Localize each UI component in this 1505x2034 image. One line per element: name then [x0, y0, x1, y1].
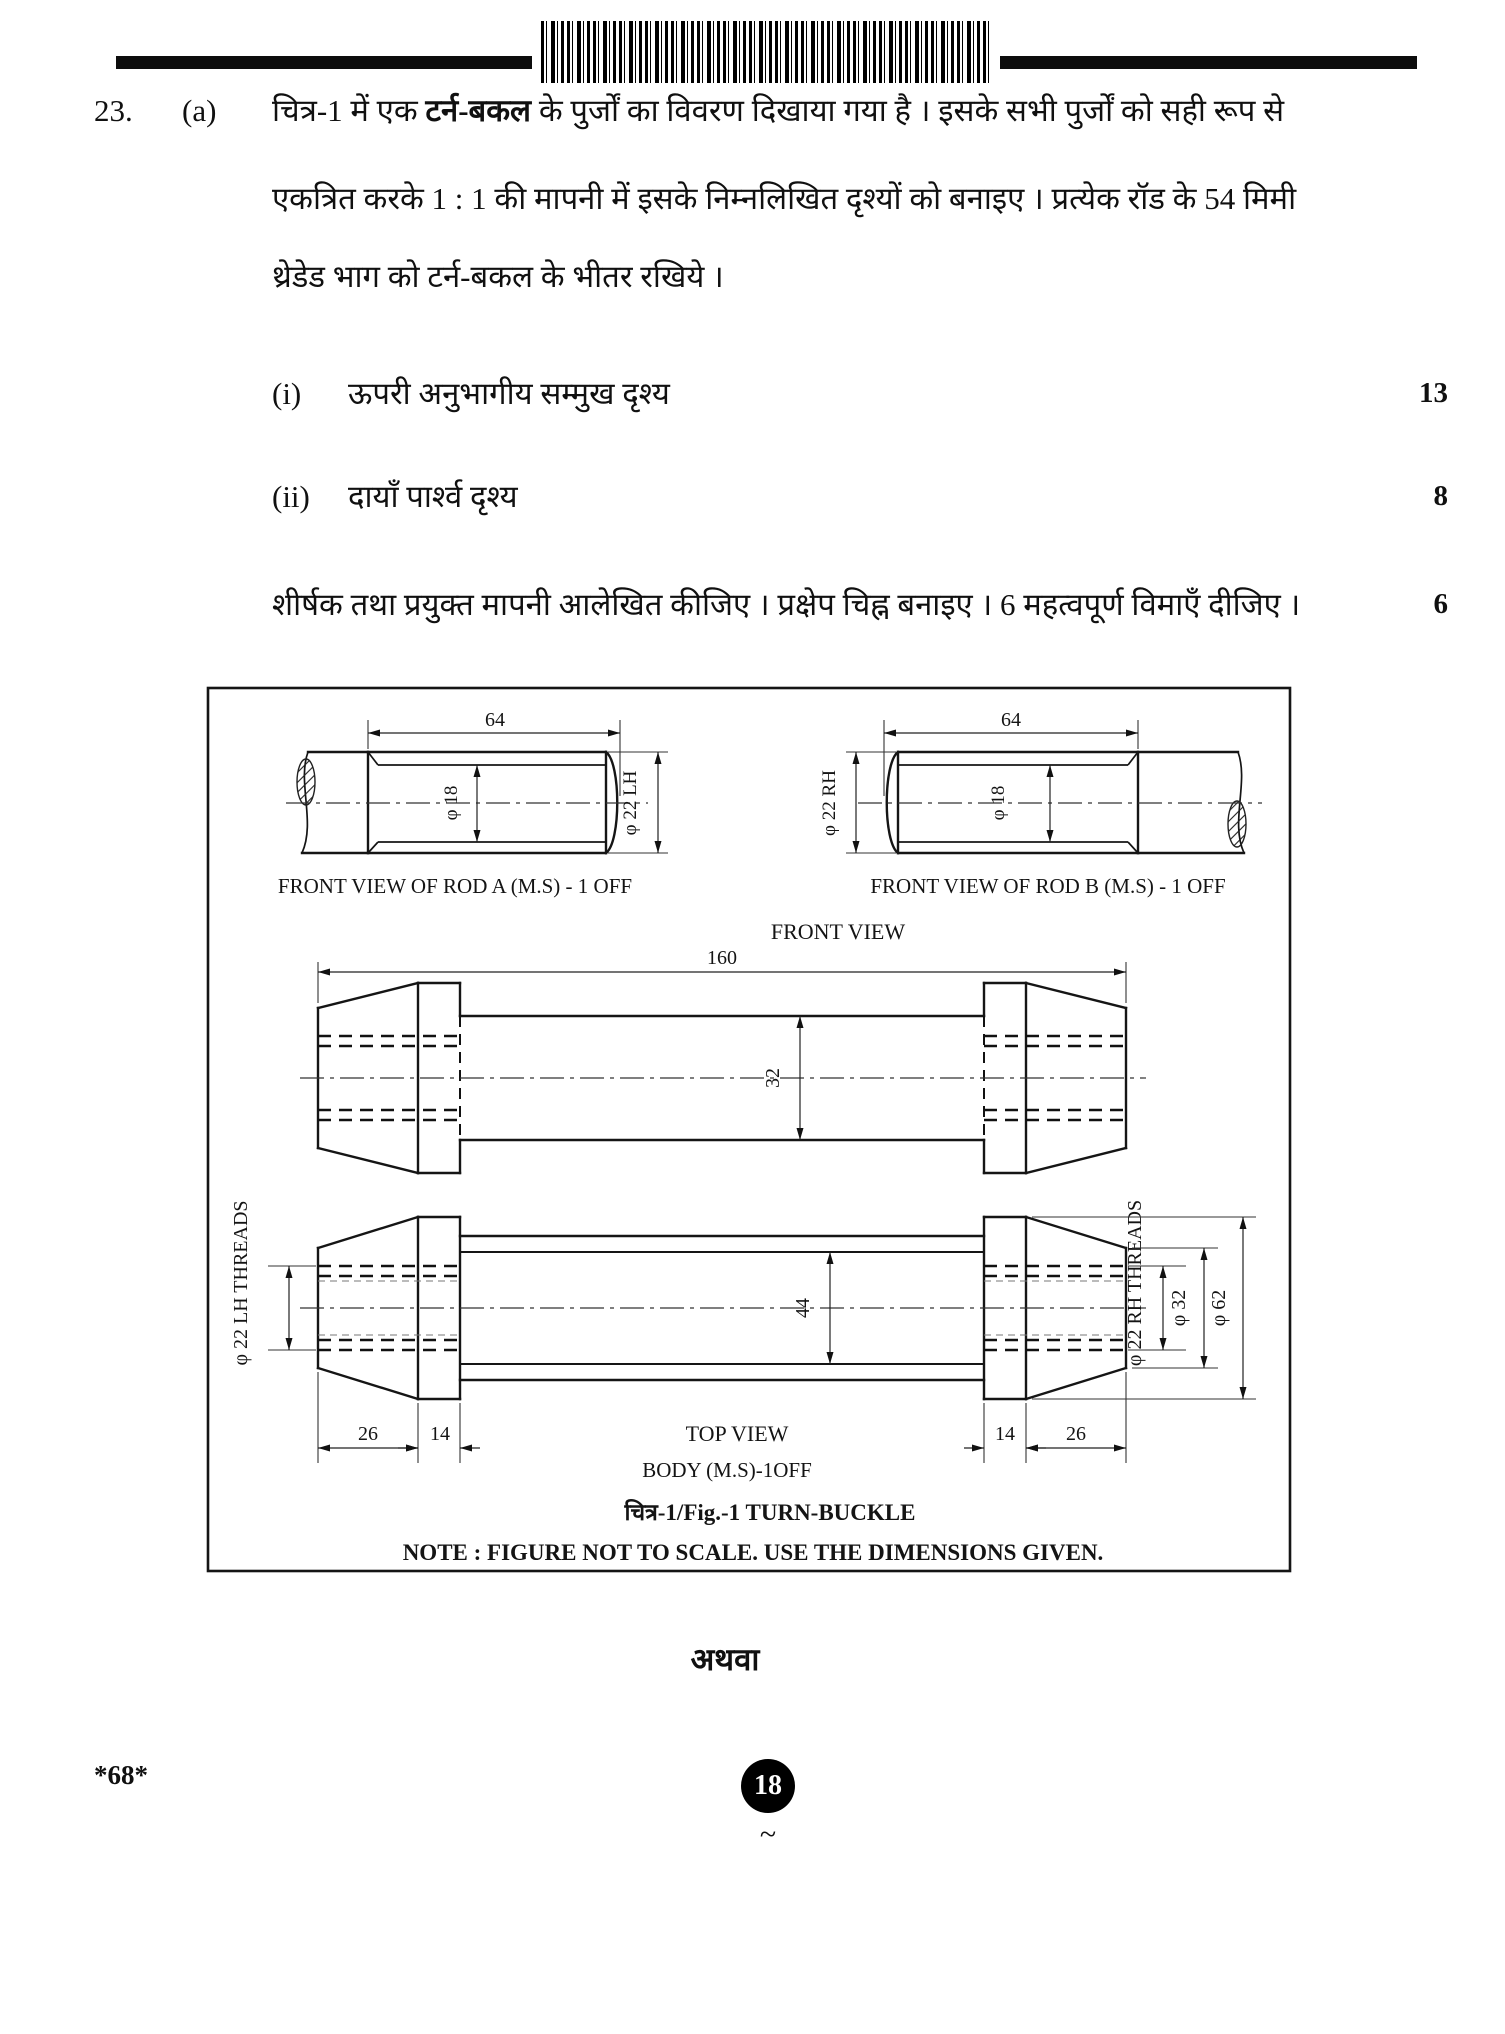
question-line-1-post: के पुर्जों का विवरण दिखाया गया है । इसके सभी पुर्जों को सही रूप से — [531, 93, 1285, 128]
rod-b-inner-dia: φ 18 — [988, 785, 1009, 821]
question-number: 23. — [94, 93, 133, 128]
figure-caption: चित्र-1/Fig.-1 TURN-BUCKLE — [624, 1500, 916, 1525]
item-ii-text: दायाँ पार्श्व दृश्य — [348, 479, 518, 514]
item-i-label: (i) — [272, 376, 302, 411]
closing-marks: 6 — [1433, 588, 1448, 620]
question-part: (a) — [182, 93, 217, 128]
rod-b-outer-dia: φ 22 RH — [819, 770, 840, 836]
figure-note: NOTE : FIGURE NOT TO SCALE. USE THE DIMENSIONS GIVEN. — [402, 1540, 1104, 1565]
front-view-title: FRONT VIEW — [770, 919, 906, 944]
footer-code: *68* — [94, 1760, 148, 1790]
rod-a-break-hatch — [297, 759, 315, 805]
top-view-subtitle: BODY (M.S)-1OFF — [642, 1458, 812, 1482]
top-view-left-collar-dim: 14 — [430, 1423, 450, 1445]
top-view-tip-dia: φ 32 — [1168, 1289, 1190, 1327]
rod-b-view — [819, 709, 1262, 898]
item-i-text: ऊपरी अनुभागीय सम्मुख दृश्य — [348, 376, 670, 411]
item-i-marks: 13 — [1419, 377, 1448, 409]
page-number-badge: 18 — [741, 1759, 795, 1813]
top-view-left-thread-label: φ 22 LH THREADS — [230, 1200, 252, 1366]
rod-a-outer-dia: φ 22 LH — [620, 770, 641, 836]
rod-a-view — [278, 709, 668, 898]
top-view-right-thread-label: φ 22 RH THREADS — [1124, 1199, 1146, 1367]
top-view-collar-dia: φ 62 — [1208, 1289, 1230, 1327]
top-view-left-cone-dim: 26 — [358, 1423, 378, 1445]
front-view-overall-dim: 160 — [707, 947, 737, 969]
top-view-bore-dim: 44 — [792, 1298, 814, 1318]
rod-a-length-dim: 64 — [485, 709, 505, 731]
top-view-right-collar-dim: 14 — [995, 1423, 1015, 1445]
front-view-barrel-dim: 32 — [762, 1068, 784, 1088]
figure-captions — [403, 1498, 1104, 1565]
rod-b-caption: FRONT VIEW OF ROD B (M.S) - 1 OFF — [870, 874, 1226, 898]
or-separator: अथवा — [690, 1642, 760, 1677]
question-line-1-pre: चित्र-1 में एक — [272, 93, 426, 128]
rod-a-inner-dia: φ 18 — [441, 785, 462, 821]
tilde-mark: ~ — [759, 1818, 777, 1851]
front-view — [300, 919, 1146, 1173]
top-view-right-cone-dim: 26 — [1066, 1423, 1086, 1445]
question-closing: शीर्षक तथा प्रयुक्त मापनी आलेखित कीजिए । प्रक्षेप चिह्न बनाइए । 6 महत्वपूर्ण विमाएँ दीजिए । — [272, 587, 1301, 622]
top-view-title: TOP VIEW — [685, 1421, 789, 1446]
top-view — [230, 1200, 1256, 1482]
question-line-1-bold: टर्न-बकल — [425, 93, 532, 128]
rod-b-length-dim: 64 — [1001, 709, 1021, 731]
question-line-2: एकत्रित करके 1 : 1 की मापनी में इसके निम्नलिखित दृश्यों को बनाइए । प्रत्येक रॉड के 54 मिमी — [272, 181, 1297, 216]
question-line-3: थ्रेडेड भाग को टर्न-बकल के भीतर रखिये । — [272, 259, 724, 294]
item-ii-marks: 8 — [1433, 480, 1448, 512]
rod-a-caption: FRONT VIEW OF ROD A (M.S) - 1 OFF — [277, 874, 633, 898]
rod-b-break-hatch — [1228, 801, 1246, 847]
item-ii-label: (ii) — [272, 479, 310, 514]
